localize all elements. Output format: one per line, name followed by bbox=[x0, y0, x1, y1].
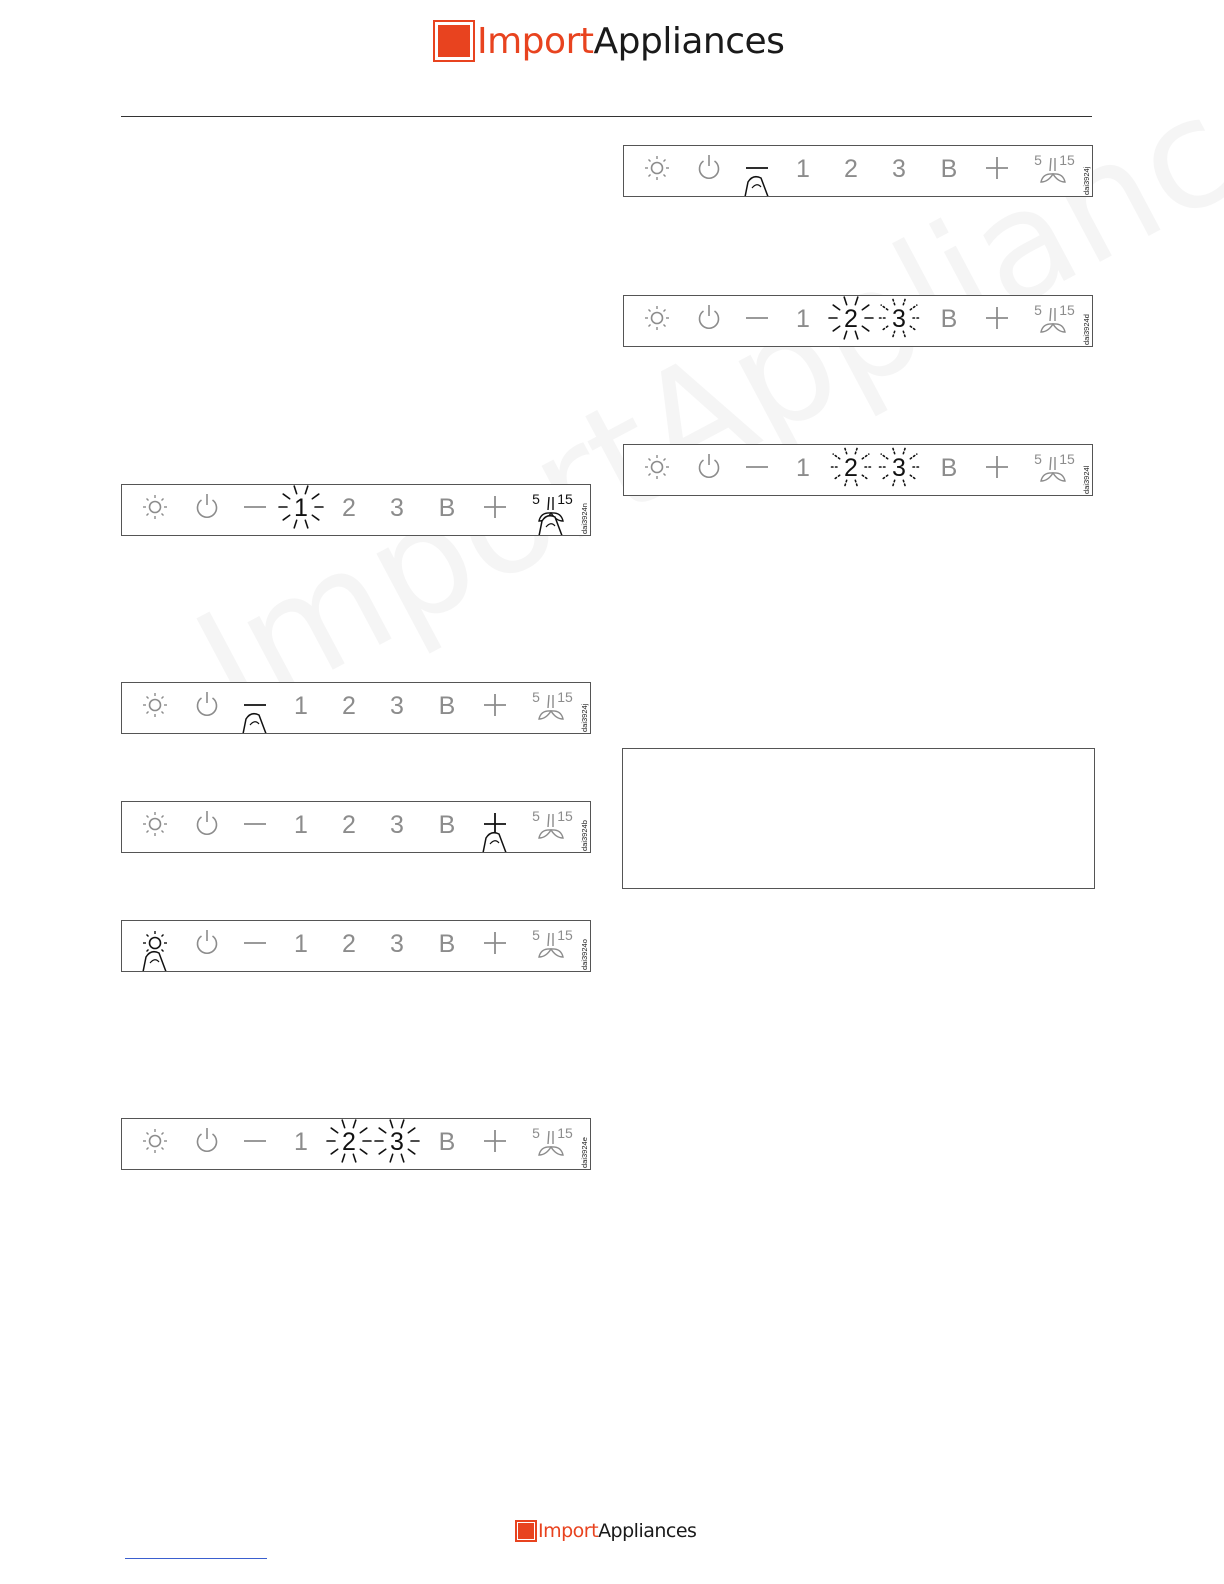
plus-icon bbox=[986, 456, 1008, 478]
key-label-2: 2 bbox=[342, 930, 356, 958]
timer-label-long: 15 bbox=[557, 927, 573, 943]
control-panel-figure bbox=[623, 295, 1093, 347]
figure-code-label: dai3924l bbox=[1082, 465, 1091, 494]
logo-word-import: Import bbox=[538, 1520, 599, 1542]
control-panel-drawing bbox=[624, 445, 1093, 496]
timer-label-long: 15 bbox=[557, 491, 573, 507]
timer-label-long: 15 bbox=[1059, 451, 1075, 467]
control-panel-drawing bbox=[624, 296, 1093, 347]
key-label-1: 1 bbox=[796, 305, 810, 333]
key-label-1: 1 bbox=[294, 692, 308, 720]
figure-code-label: dai3924j bbox=[1082, 166, 1091, 195]
control-panel-figure bbox=[121, 1118, 591, 1170]
timer-label-long: 15 bbox=[557, 808, 573, 824]
watermark-text bbox=[170, 0, 1224, 754]
timer-label-short: 5 bbox=[532, 808, 540, 824]
finger-press-icon bbox=[142, 952, 168, 972]
power-icon bbox=[700, 155, 719, 178]
light-icon bbox=[645, 455, 669, 479]
timer-label-short: 5 bbox=[532, 491, 540, 507]
plus-icon bbox=[484, 813, 506, 835]
key-label-2: 2 bbox=[342, 811, 356, 839]
control-panel-drawing bbox=[122, 485, 591, 536]
timer-label-short: 5 bbox=[1034, 451, 1042, 467]
power-icon bbox=[700, 305, 719, 328]
power-icon bbox=[198, 692, 217, 715]
logo-word-appliances: Appliances bbox=[598, 1520, 697, 1542]
key-label-2: 2 bbox=[844, 305, 858, 333]
note-box bbox=[622, 748, 1095, 889]
fan-timer-icon bbox=[1034, 302, 1075, 332]
control-panel-figure bbox=[121, 682, 591, 734]
light-icon bbox=[143, 1129, 167, 1153]
finger-press-icon bbox=[482, 833, 508, 853]
figure-code-label: dai3924b bbox=[580, 820, 589, 851]
timer-label-long: 15 bbox=[1059, 152, 1075, 168]
control-panel-figure bbox=[623, 444, 1093, 496]
light-icon bbox=[143, 495, 167, 519]
key-label-1: 1 bbox=[796, 454, 810, 482]
fan-timer-icon bbox=[1034, 152, 1075, 182]
figure-code-label: dai3924j bbox=[580, 703, 589, 732]
key-label-b: B bbox=[438, 930, 456, 958]
key-label-1: 1 bbox=[796, 155, 810, 183]
logo-wordmark bbox=[477, 21, 784, 62]
key-label-3: 3 bbox=[390, 494, 404, 522]
power-icon bbox=[198, 1128, 217, 1151]
logo-word-appliances: Appliances bbox=[593, 20, 785, 62]
key-label-1: 1 bbox=[294, 494, 308, 522]
key-label-2: 2 bbox=[342, 1128, 356, 1156]
logo-wordmark bbox=[538, 1520, 696, 1542]
fan-timer-icon bbox=[532, 808, 573, 838]
footer-logo[interactable] bbox=[515, 1520, 696, 1542]
light-icon bbox=[143, 693, 167, 717]
header-divider bbox=[121, 116, 1092, 117]
logo-word-import: Import bbox=[477, 20, 594, 62]
timer-label-short: 5 bbox=[532, 1125, 540, 1141]
fan-timer-icon bbox=[532, 1125, 573, 1155]
key-label-b: B bbox=[940, 305, 958, 333]
power-icon bbox=[198, 494, 217, 517]
control-panel-figure bbox=[121, 920, 591, 972]
key-label-b: B bbox=[940, 454, 958, 482]
light-icon bbox=[143, 812, 167, 836]
key-label-1: 1 bbox=[294, 811, 308, 839]
logo-square-icon bbox=[515, 1520, 537, 1542]
fan-timer-icon bbox=[532, 689, 573, 719]
fan-timer-icon bbox=[1034, 451, 1075, 481]
key-label-3: 3 bbox=[892, 305, 906, 333]
logo-square-icon bbox=[433, 20, 475, 62]
key-label-b: B bbox=[438, 1128, 456, 1156]
power-icon bbox=[700, 454, 719, 477]
timer-label-long: 15 bbox=[557, 689, 573, 705]
light-icon bbox=[645, 306, 669, 330]
key-label-3: 3 bbox=[390, 692, 404, 720]
finger-press-icon bbox=[538, 516, 564, 536]
finger-press-icon bbox=[744, 177, 770, 197]
timer-label-long: 15 bbox=[1059, 302, 1075, 318]
plus-icon bbox=[986, 307, 1008, 329]
control-panel-drawing bbox=[122, 921, 591, 972]
key-label-1: 1 bbox=[294, 930, 308, 958]
key-label-b: B bbox=[940, 155, 958, 183]
key-label-3: 3 bbox=[390, 1128, 404, 1156]
control-panel-figure bbox=[623, 145, 1093, 197]
key-label-2: 2 bbox=[844, 454, 858, 482]
finger-press-icon bbox=[242, 714, 268, 734]
figure-code-label: dai3924o bbox=[580, 939, 589, 970]
key-label-2: 2 bbox=[844, 155, 858, 183]
figure-code-label: dai3924n bbox=[580, 503, 589, 534]
timer-label-short: 5 bbox=[1034, 152, 1042, 168]
plus-icon bbox=[484, 496, 506, 518]
timer-label-short: 5 bbox=[532, 689, 540, 705]
control-panel-drawing bbox=[122, 683, 591, 734]
key-label-3: 3 bbox=[892, 155, 906, 183]
control-panel-drawing bbox=[122, 1119, 591, 1170]
key-label-b: B bbox=[438, 692, 456, 720]
power-icon bbox=[198, 811, 217, 834]
plus-icon bbox=[986, 157, 1008, 179]
key-label-2: 2 bbox=[342, 494, 356, 522]
figure-code-label: dai3924e bbox=[580, 1137, 589, 1168]
control-panel-drawing bbox=[122, 802, 591, 853]
light-icon bbox=[645, 156, 669, 180]
timer-label-long: 15 bbox=[557, 1125, 573, 1141]
control-panel-drawing bbox=[624, 146, 1093, 197]
power-icon bbox=[198, 930, 217, 953]
control-panel-figure bbox=[121, 801, 591, 853]
timer-label-short: 5 bbox=[1034, 302, 1042, 318]
plus-icon bbox=[484, 932, 506, 954]
key-label-3: 3 bbox=[892, 454, 906, 482]
control-panel-figure bbox=[121, 484, 591, 536]
footer-link-underline[interactable] bbox=[125, 1558, 267, 1559]
plus-icon bbox=[484, 1130, 506, 1152]
key-label-3: 3 bbox=[390, 811, 404, 839]
key-label-3: 3 bbox=[390, 930, 404, 958]
header-logo[interactable] bbox=[433, 20, 784, 62]
key-label-2: 2 bbox=[342, 692, 356, 720]
figure-code-label: dai3924d bbox=[1082, 314, 1091, 345]
key-label-b: B bbox=[438, 811, 456, 839]
plus-icon bbox=[484, 694, 506, 716]
key-label-1: 1 bbox=[294, 1128, 308, 1156]
fan-timer-icon bbox=[532, 927, 573, 957]
key-label-b: B bbox=[438, 494, 456, 522]
timer-label-short: 5 bbox=[532, 927, 540, 943]
